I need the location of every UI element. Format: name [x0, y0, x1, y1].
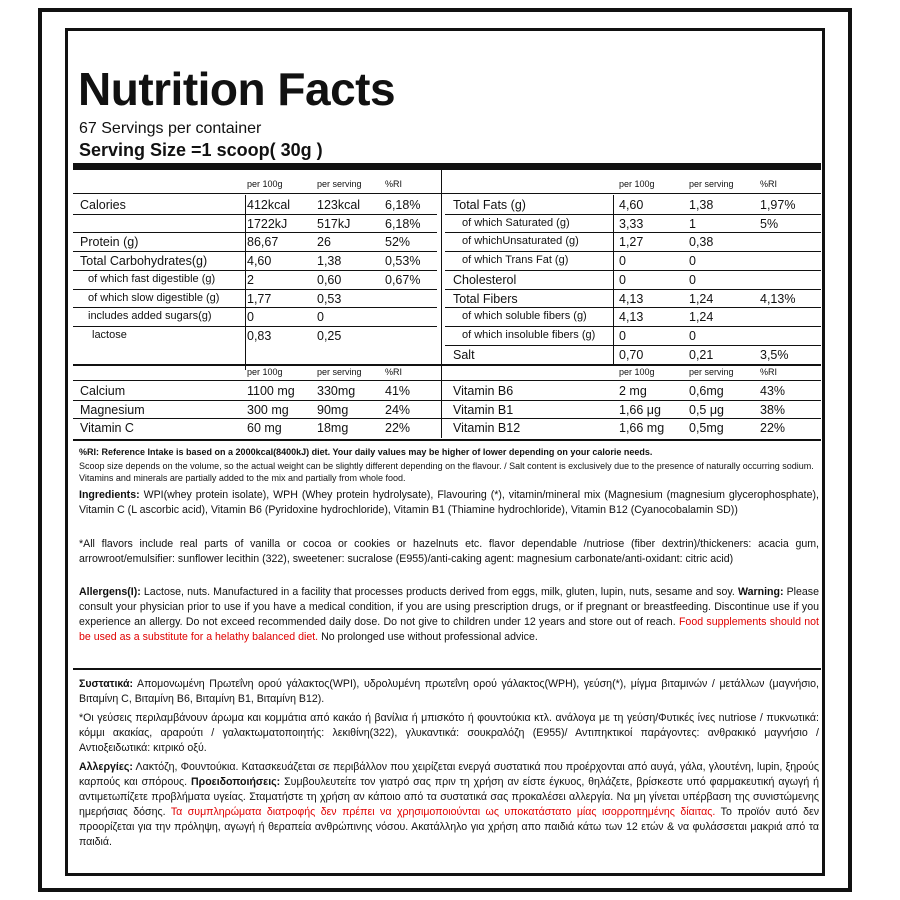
thick-divider — [73, 163, 821, 170]
table-cell: 4,60 — [619, 198, 644, 212]
table-cell: 60 mg — [247, 421, 282, 436]
table-cell: of which fast digestible (g) — [88, 272, 216, 285]
table-cell: 1,38 — [689, 198, 714, 212]
column-header: per 100g — [247, 179, 283, 189]
table-cell: 4,13% — [760, 291, 796, 306]
table-cell: of which Trans Fat (g) — [462, 254, 569, 267]
table-cell: Magnesium — [80, 402, 145, 417]
row-rule — [445, 232, 821, 233]
table-cell: 18mg — [317, 421, 349, 436]
row-rule — [73, 251, 437, 252]
row-rule — [445, 326, 821, 327]
section-rule — [73, 364, 821, 366]
row-rule — [73, 214, 437, 215]
table-cell: of which insoluble fibers (g) — [462, 328, 596, 341]
table-cell: Protein (g) — [80, 235, 139, 250]
table-cell: 90mg — [317, 402, 349, 417]
table-cell: 1,77 — [247, 291, 272, 306]
table-cell: 412kcal — [247, 198, 291, 212]
row-rule — [445, 214, 821, 215]
table-cell: lactose — [92, 328, 127, 341]
table-cell: Vitamin B1 — [453, 402, 514, 417]
table-cell: 0 — [619, 328, 626, 343]
table-cell: 0,38 — [689, 235, 714, 250]
table-cell: 22% — [760, 421, 786, 436]
column-divider — [441, 170, 442, 365]
section-divider — [73, 668, 821, 670]
table-cell: 3,33 — [619, 216, 644, 231]
table-cell: 0 — [619, 254, 626, 269]
greek-warning-end-text: Το προϊόν αυτό δεν προορίζεται για την πρόληψη, αγωγή ή θεραπεία ανθρώπινης νόσου. Ακατάλληλο για χρήση απο παιδιά κάτω των 12 ετών & να φυλάσσεται μακριά από τα παιδιά. — [79, 806, 819, 848]
greek-ingredients-label: Συστατικά: — [79, 678, 133, 690]
table-cell: 26 — [317, 235, 331, 250]
table-cell: includes added sugars(g) — [88, 310, 212, 323]
table-cell: 0,53 — [317, 291, 342, 306]
table-cell: 2 — [247, 272, 254, 287]
table-cell: 1722kJ — [247, 216, 288, 231]
table-cell: 123kcal — [317, 198, 361, 212]
row-rule — [73, 289, 437, 290]
table-cell: of which slow digestible (g) — [88, 291, 220, 304]
table-cell: 517kJ — [317, 216, 351, 231]
row-rule — [445, 345, 821, 346]
table-cell: Vitamin B12 — [453, 421, 521, 436]
row-rule — [445, 270, 821, 271]
table-cell: Total Carbohydrates(g) — [80, 254, 208, 269]
column-header: %RI — [385, 179, 403, 189]
greek-allergens — [79, 760, 819, 850]
warning-label: Warning: — [737, 586, 784, 598]
table-cell: Total Fibers — [453, 291, 518, 306]
greek-allergens-label: Αλλεργίες: — [79, 761, 133, 773]
servings-per-container: 67 Servings per container — [79, 120, 262, 137]
column-header: %RI — [760, 367, 778, 377]
table-cell: 4,13 — [619, 310, 644, 325]
table-cell: 0 — [247, 310, 254, 325]
table-cell: 4,60 — [247, 254, 272, 269]
table-cell: Vitamin B6 — [453, 384, 514, 398]
english-flavors: *All flavors include real parts of vanilla or cocoa or cookies or hazelnuts etc. flavor dependable /nutriose (fiber dextrin)/thickeners: acacia gum, arrowroot/emulsifier: sunflower lecithin (322), sweetener: sucralose (E955)/anti-caking agent: magnesium carbonate/anti-oxidant: citric acid) — [79, 538, 819, 565]
table-cell: 0,5mg — [689, 421, 724, 436]
table-cell: Calcium — [80, 384, 126, 398]
section-rule — [73, 439, 821, 441]
table-cell: 41% — [385, 384, 411, 398]
row-rule — [73, 418, 821, 419]
table-cell: 1,97% — [760, 198, 796, 212]
table-cell: 0,21 — [689, 347, 714, 362]
table-cell: of whichUnsaturated (g) — [462, 235, 579, 248]
row-rule — [445, 251, 821, 252]
table-cell: 0,6mg — [689, 384, 724, 398]
table-cell: of which Saturated (g) — [462, 216, 570, 229]
table-cell: 0,67% — [385, 272, 421, 287]
table-cell: 38% — [760, 402, 786, 417]
table-cell: 0 — [689, 254, 696, 269]
table-cell: 0,60 — [317, 272, 342, 287]
table-cell: Salt — [453, 347, 475, 362]
table-cell: 0 — [619, 272, 626, 287]
table-cell: 330mg — [317, 384, 356, 398]
ingredients-label: Ingredients: — [79, 489, 140, 501]
row-rule — [445, 289, 821, 290]
greek-flavors: *Οι γεύσεις περιλαμβάνουν άρωμα και κομμάτια από κακάο ή βανίλια ή μπισκότο ή φουντούκια κτλ. ανάλογα με τη γεύση/Φυτικές ίνες nutriose / πυκνωτικά: κόμμι ακακίας, αραρούτι / γαλακτωματοποιητής: λεκιθίνη(322), γλυκαντικά: σουκραλόζη (Ε955)/ Αντιπηκτικοί παράγοντες: ανθρακικό μαγνήσιο / Αντιοξειδωτικά: κιτρικό οξύ. — [79, 712, 819, 754]
column-header: per serving — [317, 367, 362, 377]
serving-size: Serving Size =1 scoop( 30g ) — [79, 140, 323, 160]
ri-note: %RI: Reference Intake is based on a 2000kcal(8400kJ) diet. Your daily values may be higher of lower depending on your calorie needs. — [79, 447, 653, 457]
table-cell: 0,53% — [385, 254, 421, 269]
greek-warning-text: Συμβουλευτείτε τον γιατρό σας πριν τη χρήση αν είστε έγκυος, θηλάζετε, βρίσκεστε υπό φαρμακευτική αγωγή ή αντιμετωπίζετε προβλήματα υγείας. Σταματήστε τη χρήση αν κάποιο από τα συστατικά σας προκαλέσει αλλεργία. Να μη γίνεται υπέρβαση της συνιστώμενης ημερήσιας δόσης. — [79, 776, 819, 818]
column-header: %RI — [385, 367, 403, 377]
row-rule — [73, 400, 821, 401]
table-cell: 22% — [385, 421, 411, 436]
column-header: per 100g — [247, 367, 283, 377]
table-cell: 1,66 μg — [619, 402, 661, 417]
table-cell: 0,83 — [247, 328, 272, 343]
table-cell: 4,13 — [619, 291, 644, 306]
english-ingredients — [79, 488, 819, 518]
table-cell: 0 — [317, 310, 324, 325]
table-cell: 1,66 mg — [619, 421, 665, 436]
column-divider — [245, 195, 246, 370]
column-header: %RI — [760, 179, 778, 189]
table-cell: 1100 mg — [247, 384, 295, 398]
table-cell: 0 — [689, 328, 696, 343]
table-cell: 24% — [385, 402, 411, 417]
table-cell: 1,38 — [317, 254, 342, 269]
allergens-text: Lactose, nuts. Manufactured in a facility that processes products derived from eggs, milk, gluten, lupin, nuts, sesame and soy. — [140, 586, 738, 598]
greek-allergens-text: Λακτόζη, Φουντούκια. Κατασκευάζεται σε περιβάλλον που χειρίζεται ενεργά συστατικά που προέρχονται από αυγά, γάλα, γλουτένη, lupin, ξηρούς καρπούς και σπόρους. — [79, 761, 819, 788]
table-cell: 86,67 — [247, 235, 279, 250]
row-rule — [73, 307, 437, 308]
table-cell: 0,70 — [619, 347, 644, 362]
warning-end-text: No prolonged use without professional advice. — [318, 631, 538, 643]
column-header: per serving — [689, 367, 734, 377]
column-header: per 100g — [619, 179, 655, 189]
table-cell: Total Fats (g) — [453, 198, 526, 212]
table-cell: 0 — [689, 272, 696, 287]
table-cell: of which soluble fibers (g) — [462, 310, 587, 323]
column-header: per serving — [689, 179, 734, 189]
table-cell: 6,18% — [385, 198, 421, 212]
row-rule — [73, 326, 437, 327]
row-rule — [73, 232, 437, 233]
greek-warning-label: Προειδοποιήσεις: — [190, 776, 281, 788]
warning-text: Please consult your physician prior to use if you have a medical condition, if you are using prescription drugs, or if pregnant or breastfeeding. Discontinue use if you experience an allergy. Do not exceed recommended daily dose. Do not give to children under 12 years and store out of reach. — [79, 586, 819, 628]
table-cell: Cholesterol — [453, 272, 517, 287]
table-cell: 5% — [760, 216, 779, 231]
table-cell: 0,5 μg — [689, 402, 725, 417]
table-cell: 52% — [385, 235, 411, 250]
warning-red-text: Food supplements should not be used as a substitute for a helathy balanced diet. — [79, 616, 819, 643]
table-cell: Vitamin C — [80, 421, 134, 436]
column-header: per serving — [317, 179, 362, 189]
ingredients-text: WPI(whey protein isolate), WPH (Whey protein hydrolysate), Flavouring (*), vitamin/mineral mix (Magnesium (magnesium glycerophosphate), Vitamin C (L ascorbic acid), Vitamin B6 (Pyridoxine hydrochloride), Vitamin B1 (Thiamine hydrochloride), Vitamin B12 (Cyanocobalamin SD)) — [79, 489, 819, 516]
greek-ingredients-text: Απομονωμένη Πρωτεΐνη ορού γάλακτος(WPI), υδρολυμένη πρωτεΐνη ορού γάλακτος(WPH), γεύση(*), μίγμα βιταμινών / μετάλλων (μαγνήσιο, Βιταμίνη C, Βιταμίνη Β6, Βιταμίνη Β1, Βιταμίνη Β12). — [79, 678, 819, 705]
greek-warning-red-text: Τα συμπληρώματα διατροφής δεν πρέπει να χρησιμοποιούνται ως υποκατάστατο μίας ισορροπημένης δίαιτας. — [170, 806, 716, 818]
table-cell: 1,24 — [689, 291, 714, 306]
scoop-note: Scoop size depends on the volume, so the actual weight can be slightly different depending on the flavour. / Salt content is exclusively due to the presence of naturally occurring sodium. Vitamins and minerals are partially added to the mix and partially from whole food. — [79, 461, 814, 483]
table-cell: 2 mg — [619, 384, 647, 398]
table-cell: 1 — [689, 216, 696, 231]
greek-ingredients — [79, 677, 819, 707]
header-rule — [73, 380, 821, 381]
table-cell: 0,25 — [317, 328, 342, 343]
table-cell: 300 mg — [247, 402, 289, 417]
column-divider — [441, 366, 442, 438]
allergens-label: Allergens(I): — [79, 586, 141, 598]
column-header: per 100g — [619, 367, 655, 377]
table-cell: 1,24 — [689, 310, 714, 325]
table-cell: 3,5% — [760, 347, 789, 362]
table-cell: 1,27 — [619, 235, 644, 250]
column-divider — [613, 195, 614, 365]
header-rule — [73, 193, 821, 194]
row-rule — [445, 307, 821, 308]
page-title: Nutrition Facts — [78, 63, 396, 115]
table-cell: Calories — [80, 198, 126, 212]
table-cell: 6,18% — [385, 216, 421, 231]
table-cell: 43% — [760, 384, 786, 398]
english-allergens — [79, 585, 819, 645]
row-rule — [73, 270, 437, 271]
